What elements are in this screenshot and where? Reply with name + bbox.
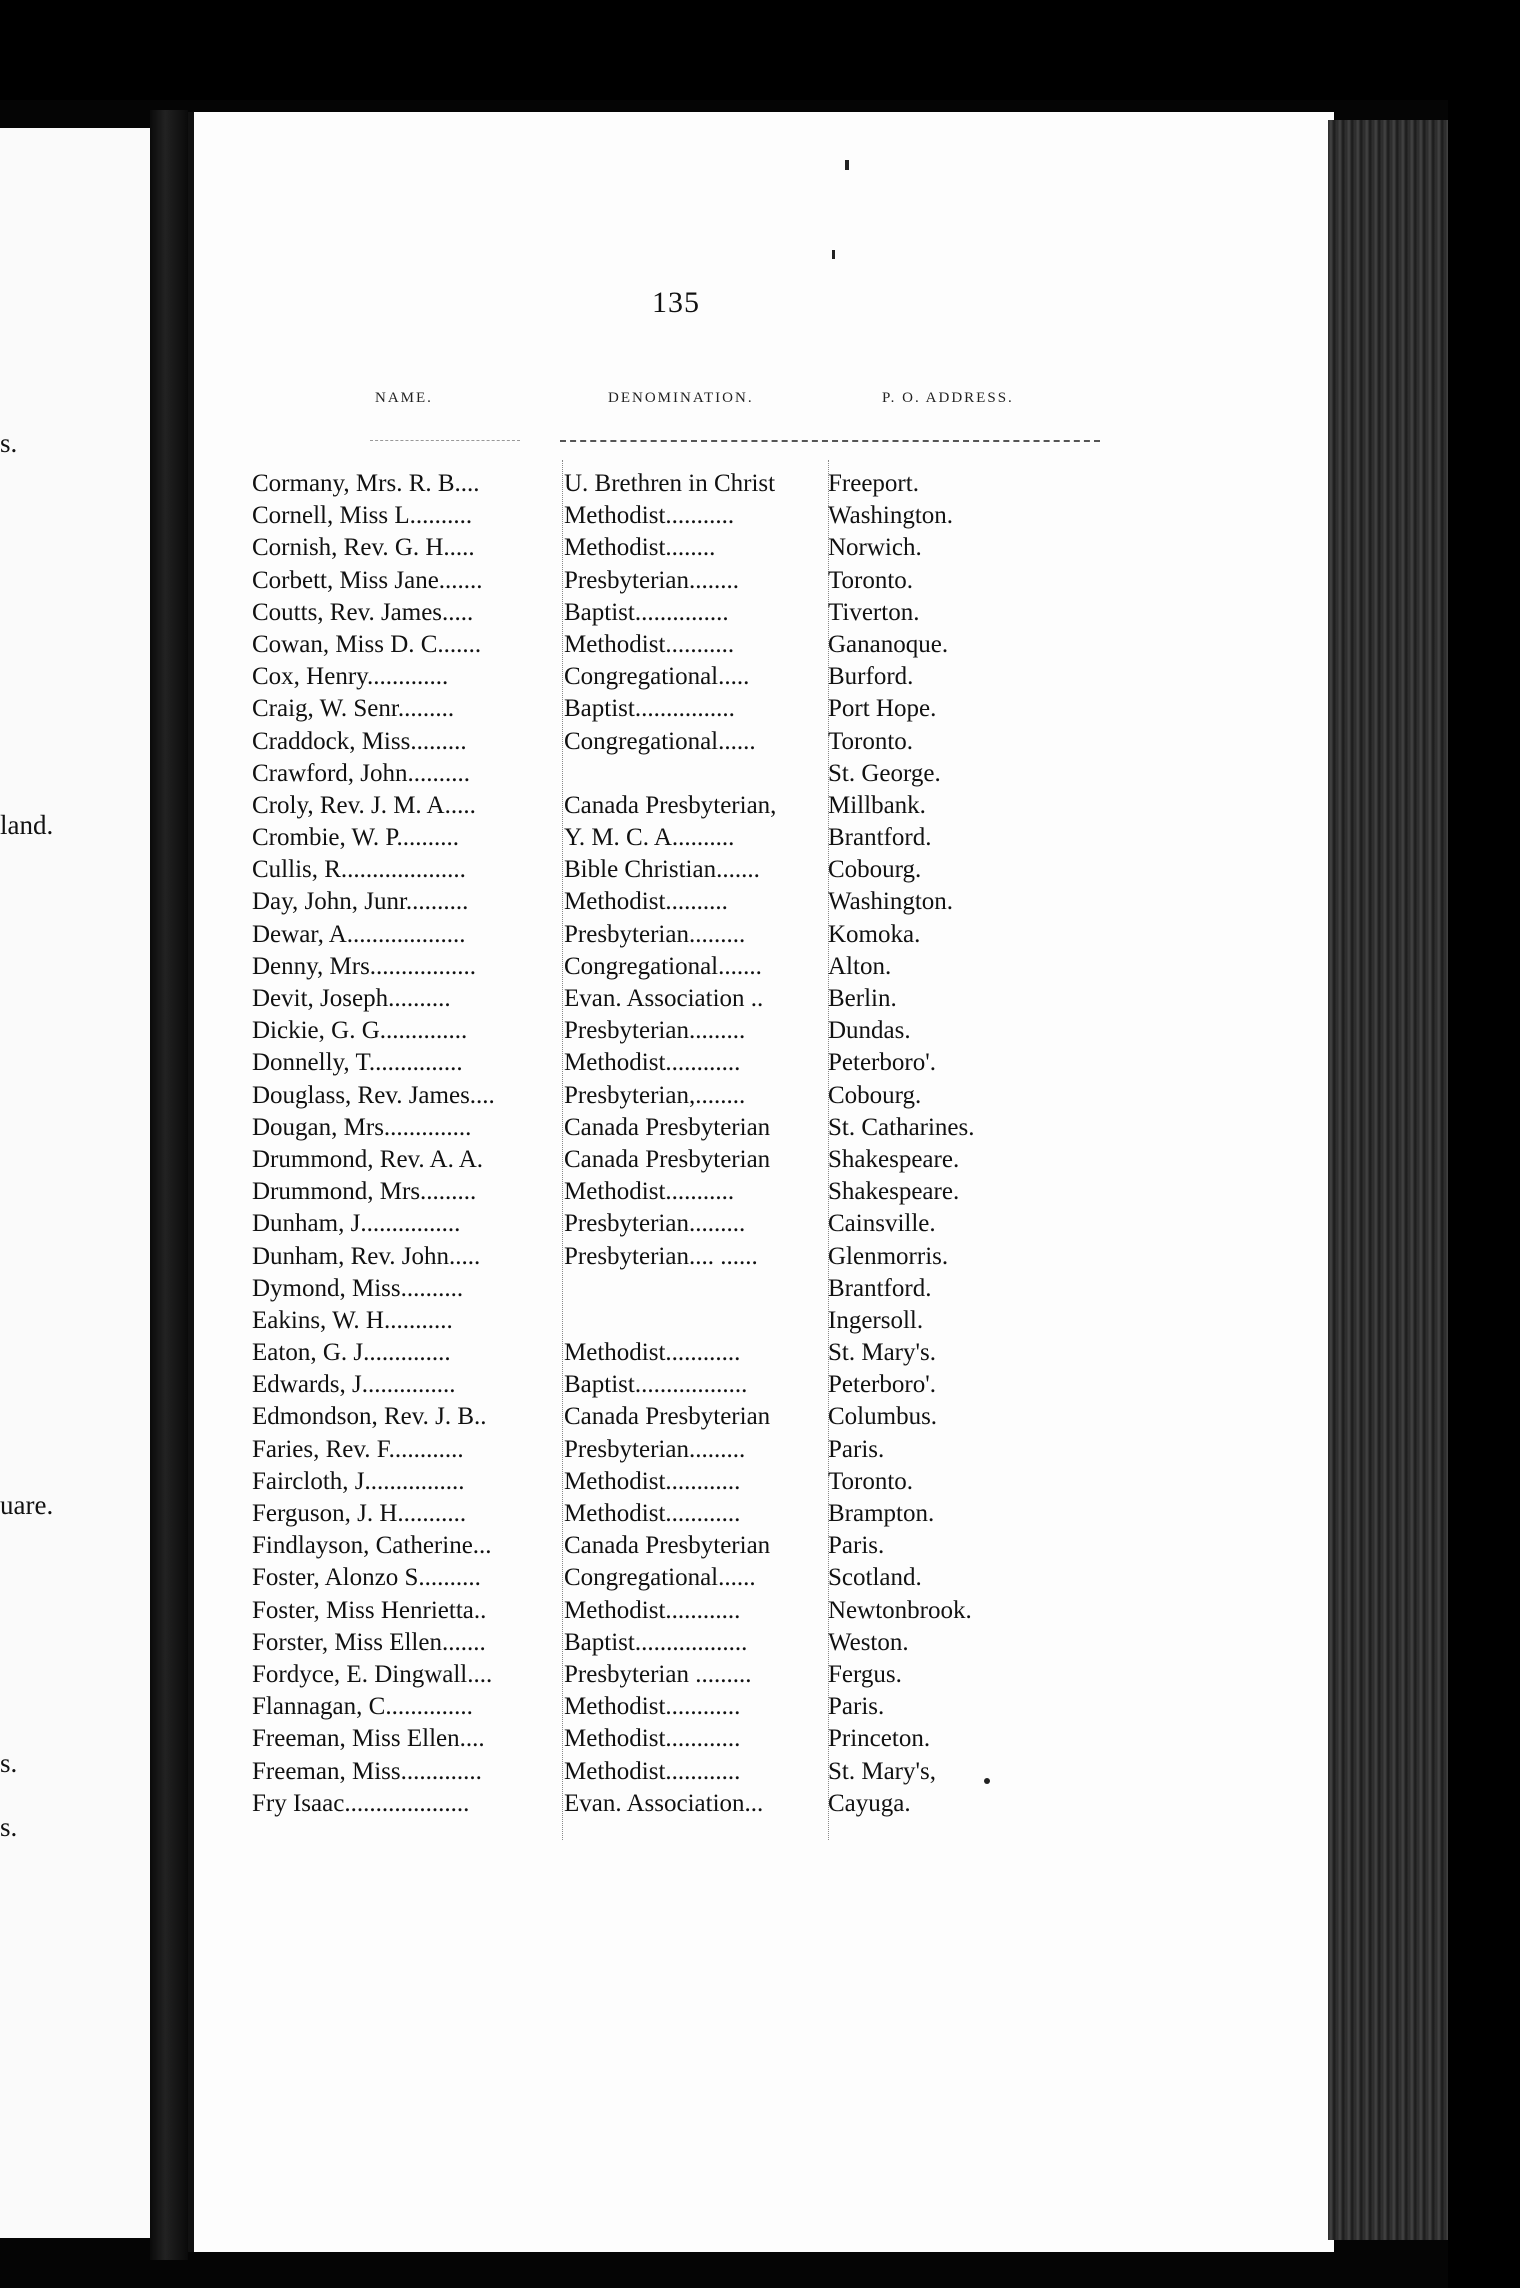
entry-address: Norwich. <box>828 534 922 562</box>
entry-denomination: Evan. Association .. <box>564 985 764 1012</box>
entry-name: Faircloth, J................ <box>252 1467 465 1495</box>
list-item <box>252 631 1052 663</box>
entry-address: St. Mary's. <box>828 1339 936 1367</box>
entry-address: St. George. <box>828 759 941 787</box>
entry-name: Denny, Mrs................. <box>252 952 477 980</box>
entry-address: Komoka. <box>828 920 921 948</box>
entry-name: Ferguson, J. H........... <box>252 1500 467 1527</box>
entry-name: Corbett, Miss Jane....... <box>252 566 483 594</box>
entry-denomination: Evan. Association... <box>564 1789 764 1817</box>
entry-name: Day, John, Junr.......... <box>252 888 469 916</box>
print-speck <box>845 160 849 170</box>
entry-address: Peterboro'. <box>828 1371 936 1399</box>
list-item <box>252 1146 1052 1178</box>
entry-name: Flannagan, C.............. <box>252 1693 473 1721</box>
entry-denomination: Methodist............ <box>564 1049 741 1077</box>
entry-denomination: Baptist................ <box>564 695 735 723</box>
list-item <box>252 1790 1052 1822</box>
entry-name: Cormany, Mrs. R. B.... <box>252 470 480 497</box>
entry-denomination: Congregational..... <box>564 663 750 691</box>
entry-denomination: Canada Presbyterian <box>564 1145 771 1173</box>
list-item <box>252 1371 1052 1403</box>
entry-name: Craddock, Miss......... <box>252 727 467 755</box>
list-item <box>252 1178 1052 1210</box>
entry-denomination: Congregational....... <box>564 952 762 980</box>
list-item <box>252 470 1052 502</box>
entry-denomination: Presbyterian......... <box>564 1210 746 1238</box>
entry-address: St. Mary's, <box>828 1757 936 1785</box>
entry-denomination: Methodist........... <box>564 502 735 530</box>
column-header-address: P. O. ADDRESS. <box>882 390 1014 406</box>
entry-denomination: U. Brethren in Christ <box>564 470 776 497</box>
entry-name: Donnelly, T............... <box>252 1049 463 1077</box>
entry-denomination: Congregational...... <box>564 1564 756 1592</box>
book-gutter <box>150 110 188 2260</box>
list-item <box>252 1210 1052 1242</box>
list-item <box>252 567 1052 599</box>
entry-name: Eakins, W. H........... <box>252 1306 453 1334</box>
entry-denomination: Methodist............ <box>564 1596 741 1624</box>
entry-address: Brampton. <box>828 1500 935 1527</box>
entry-name: Edwards, J............... <box>252 1371 456 1399</box>
entry-address: Berlin. <box>828 985 897 1012</box>
list-item <box>252 1532 1052 1564</box>
entry-address: Tiverton. <box>828 598 920 626</box>
entry-address: Washington. <box>828 502 954 530</box>
entry-name: Eaton, G. J.............. <box>252 1339 451 1367</box>
print-speck <box>832 250 835 259</box>
entry-denomination: Presbyterian........ <box>564 566 739 594</box>
entry-name: Dougan, Mrs.............. <box>252 1113 472 1141</box>
entry-denomination: Presbyterian......... <box>564 920 746 948</box>
entry-denomination: Presbyterian.... ...... <box>564 1242 758 1270</box>
entry-address: Fergus. <box>828 1660 902 1688</box>
entry-address: Paris. <box>828 1435 885 1463</box>
entry-address: Port Hope. <box>828 695 937 723</box>
entry-name: Devit, Joseph.......... <box>252 985 451 1012</box>
entry-address: Dundas. <box>828 1017 911 1045</box>
entry-name: Cox, Henry............. <box>252 663 449 691</box>
entry-name: Crombie, W. P.......... <box>252 824 459 852</box>
entry-name: Cornish, Rev. G. H..... <box>252 534 475 562</box>
entry-name: Croly, Rev. J. M. A..... <box>252 791 476 819</box>
entry-address: Princeton. <box>828 1725 931 1753</box>
entry-denomination: Canada Presbyterian <box>564 1532 771 1560</box>
left-page-text: s. <box>0 1812 18 1842</box>
list-item <box>252 1275 1052 1307</box>
entry-name: Fordyce, E. Dingwall.... <box>252 1660 493 1688</box>
entry-denomination: Methodist........ <box>564 534 716 562</box>
entry-address: Weston. <box>828 1628 909 1656</box>
entry-denomination: Methodist.......... <box>564 888 728 916</box>
list-item <box>252 1629 1052 1661</box>
entry-address: Freeport. <box>828 470 919 497</box>
list-item <box>252 856 1052 888</box>
entry-name: Fry Isaac.................... <box>252 1789 470 1817</box>
list-item <box>252 1017 1052 1049</box>
entry-denomination: Methodist............ <box>564 1500 741 1527</box>
entry-address: St. Catharines. <box>828 1113 975 1141</box>
book-edge-shadow <box>1448 100 1520 2288</box>
entry-denomination: Presbyterian......... <box>564 1017 746 1045</box>
entry-denomination: Bible Christian....... <box>564 856 760 884</box>
entry-denomination: Baptist............... <box>564 598 729 626</box>
entry-name: Drummond, Mrs......... <box>252 1178 477 1206</box>
entry-denomination: Presbyterian ......... <box>564 1660 752 1688</box>
entry-name: Cowan, Miss D. C....... <box>252 630 482 658</box>
list-item <box>252 728 1052 760</box>
entry-address: Cainsville. <box>828 1210 936 1238</box>
entry-name: Foster, Miss Henrietta.. <box>252 1596 487 1624</box>
entry-name: Crawford, John.......... <box>252 759 471 787</box>
left-page-fragment <box>0 128 154 2238</box>
header-rule <box>370 440 520 441</box>
list-item <box>252 1661 1052 1693</box>
list-item <box>252 1243 1052 1275</box>
entry-address: Brantford. <box>828 824 932 852</box>
list-item <box>252 1307 1052 1339</box>
entry-address: Brantford. <box>828 1274 932 1302</box>
entry-address: Gananoque. <box>828 630 949 658</box>
list-item <box>252 1403 1052 1435</box>
entry-denomination: Canada Presbyterian, <box>564 791 777 819</box>
entry-address: Paris. <box>828 1693 885 1721</box>
list-item <box>252 888 1052 920</box>
left-page-text: uare. <box>0 1490 54 1520</box>
entry-address: Newtonbrook. <box>828 1596 972 1624</box>
list-item <box>252 1114 1052 1146</box>
entry-address: Glenmorris. <box>828 1242 949 1270</box>
entry-address: Scotland. <box>828 1564 922 1592</box>
header-rule <box>560 440 1100 442</box>
entry-denomination: Canada Presbyterian <box>564 1113 771 1141</box>
entry-address: Burford. <box>828 663 914 691</box>
entry-address: Shakespeare. <box>828 1145 960 1173</box>
entry-denomination: Methodist........... <box>564 1178 735 1206</box>
list-item <box>252 921 1052 953</box>
list-item <box>252 1468 1052 1500</box>
entry-denomination: Methodist............ <box>564 1757 741 1785</box>
list-item <box>252 1693 1052 1725</box>
page-edges <box>1328 120 1448 2240</box>
list-item <box>252 695 1052 727</box>
left-page-text: s. <box>0 428 18 458</box>
entry-name: Dickie, G. G.............. <box>252 1017 468 1045</box>
entry-address: Toronto. <box>828 566 914 594</box>
entry-name: Edmondson, Rev. J. B.. <box>252 1403 487 1431</box>
top-shadow <box>0 0 1520 100</box>
entry-name: Dunham, Rev. John..... <box>252 1242 481 1270</box>
entry-address: Cobourg. <box>828 1081 922 1109</box>
directory-list <box>252 470 1052 1822</box>
entry-denomination: Methodist............ <box>564 1693 741 1721</box>
entry-denomination: Methodist............ <box>564 1725 741 1753</box>
entry-denomination: Presbyterian,........ <box>564 1081 746 1109</box>
entry-name: Freeman, Miss............. <box>252 1757 482 1785</box>
list-item <box>252 953 1052 985</box>
entry-denomination: Baptist.................. <box>564 1371 748 1399</box>
entry-name: Dymond, Miss.......... <box>252 1274 464 1302</box>
entry-denomination: Canada Presbyterian <box>564 1403 771 1431</box>
left-page-text: s. <box>0 1748 18 1778</box>
entry-denomination: Y. M. C. A.......... <box>564 824 735 852</box>
entry-name: Forster, Miss Ellen....... <box>252 1628 486 1656</box>
column-header-denomination: DENOMINATION. <box>608 390 754 406</box>
entry-denomination: Baptist.................. <box>564 1628 748 1656</box>
list-item <box>252 1725 1052 1757</box>
list-item <box>252 985 1052 1017</box>
entry-name: Craig, W. Senr......... <box>252 695 455 723</box>
list-item <box>252 663 1052 695</box>
entry-name: Findlayson, Catherine... <box>252 1532 492 1560</box>
entry-address: Ingersoll. <box>828 1306 924 1334</box>
left-page-text: land. <box>0 810 54 840</box>
column-header-name: NAME. <box>375 390 433 406</box>
list-item <box>252 1758 1052 1790</box>
entry-name: Cornell, Miss L.......... <box>252 502 473 530</box>
entry-name: Douglass, Rev. James.... <box>252 1081 495 1109</box>
list-item <box>252 1564 1052 1596</box>
print-speck <box>984 1778 990 1784</box>
entry-address: Washington. <box>828 888 954 916</box>
entry-address: Shakespeare. <box>828 1178 960 1206</box>
entry-name: Freeman, Miss Ellen.... <box>252 1725 485 1753</box>
entry-address: Cayuga. <box>828 1789 911 1817</box>
list-item <box>252 1049 1052 1081</box>
entry-address: Toronto. <box>828 727 914 755</box>
list-item <box>252 534 1052 566</box>
entry-name: Dunham, J................ <box>252 1210 461 1238</box>
list-item <box>252 1597 1052 1629</box>
page-number: 135 <box>652 286 700 319</box>
list-item <box>252 1082 1052 1114</box>
entry-name: Dewar, A................... <box>252 920 466 948</box>
entry-denomination: Congregational...... <box>564 727 756 755</box>
entry-address: Millbank. <box>828 791 926 819</box>
entry-address: Alton. <box>828 952 892 980</box>
list-item <box>252 502 1052 534</box>
list-item <box>252 1339 1052 1371</box>
entry-address: Paris. <box>828 1532 885 1560</box>
list-item <box>252 1500 1052 1532</box>
entry-denomination: Methodist........... <box>564 630 735 658</box>
entry-address: Toronto. <box>828 1467 914 1495</box>
list-item <box>252 792 1052 824</box>
entry-name: Coutts, Rev. James..... <box>252 598 474 626</box>
entry-name: Foster, Alonzo S.......... <box>252 1564 481 1592</box>
entry-denomination: Presbyterian......... <box>564 1435 746 1463</box>
entry-name: Drummond, Rev. A. A. <box>252 1145 484 1173</box>
list-item <box>252 1436 1052 1468</box>
entry-name: Faries, Rev. F............ <box>252 1435 464 1463</box>
entry-denomination: Methodist............ <box>564 1467 741 1495</box>
entry-address: Peterboro'. <box>828 1049 936 1077</box>
entry-name: Cullis, R.................... <box>252 856 466 884</box>
list-item <box>252 760 1052 792</box>
list-item <box>252 824 1052 856</box>
entry-denomination: Methodist............ <box>564 1339 741 1367</box>
list-item <box>252 599 1052 631</box>
entry-address: Columbus. <box>828 1403 938 1431</box>
entry-address: Cobourg. <box>828 856 922 884</box>
